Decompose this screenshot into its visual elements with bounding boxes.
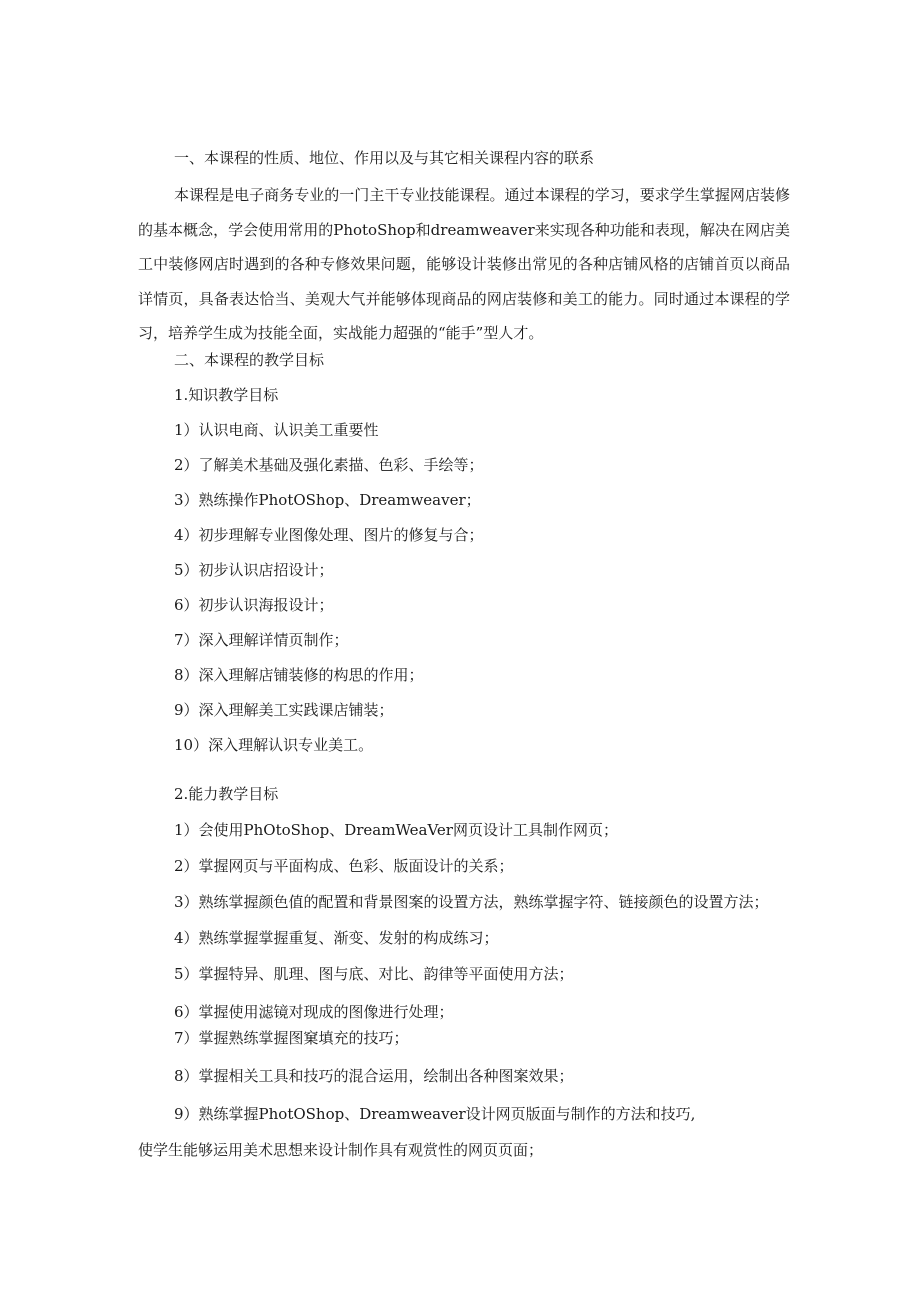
ability-goal-item: 3）熟练掌握颜色值的配置和背景图案的设置方法，熟练掌握字符、链接颜色的设置方法； [174,893,769,911]
knowledge-goal-item: 9）深入理解美工实践课店铺装； [174,701,394,719]
ability-goal-continuation: 使学生能够运用美术思想来设计制作具有观赏性的网页页面； [138,1141,544,1159]
knowledge-goal-item: 6）初步认识海报设计； [174,596,334,614]
ability-goal-item: 4）熟练掌握掌握重复、渐变、发射的构成练习； [174,929,499,947]
ability-goal-item: 5）掌握特异、肌理、图与底、对比、韵律等平面使用方法； [174,965,574,983]
knowledge-goal-item: 10）深入理解认识专业美工。 [174,736,374,754]
ability-goal-item: 7）掌握熟练掌握图窠填充的技巧； [174,1029,409,1047]
knowledge-goal-item: 3）熟练操作PhotOShop、Dreamweaver； [174,491,481,509]
ability-goal-item: 9）熟练掌握PhotOShop、Dreamweaver设计网页版面与制作的方法和技巧, [174,1105,696,1123]
subheading-ability-goals: 2.能力教学目标 [174,785,279,803]
knowledge-goal-item: 1）认识电商、认识美工重要性 [174,421,379,439]
ability-goal-item: 8）掌握相关工具和技巧的混合运用，绘制出各种图案效果； [174,1067,574,1085]
section-heading-teaching-goals: 二、本课程的教学目标 [174,351,325,369]
course-description-paragraph: 本课程是电子商务专业的一门主干专业技能课程。通过本课程的学习，要求学生掌握网店装修的基本概念，学会使用常用的PhotoShop和dreamweaver来实现各种功能和表现，解决在网店美工中装修网店时遇到的各种专修效果问题，能够设计装修出常见的各种店铺风格的店铺首页以商品详情页，具备表达恰当、美观大气并能够体现商品的网店装修和美工的能力。同时通过本课程的学习，培养学生成为技能全面，实战能力超强的“能手”型人才。 [138,186,790,342]
section-heading-course-nature: 一、本课程的性质、地位、作用以及与其它相关课程内容的联系 [174,149,595,167]
knowledge-goal-item: 2）了解美术基础及强化素描、色彩、手绘等； [174,456,484,474]
knowledge-goal-item: 4）初步理解专业图像处理、图片的修复与合； [174,526,484,544]
subheading-knowledge-goals: 1.知识教学目标 [174,386,279,404]
knowledge-goal-item: 7）深入理解详情页制作； [174,631,349,649]
ability-goal-item: 6）掌握使用滤镜对现成的图像进行处理； [174,1003,454,1021]
ability-goal-item: 1）会使用PhOtoShop、DreamWeaVer网页设计工具制作网页； [174,821,618,839]
knowledge-goal-item: 5）初步认识店招设计； [174,561,334,579]
knowledge-goal-item: 8）深入理解店铺装修的构思的作用； [174,666,424,684]
ability-goal-item: 2）掌握网页与平面构成、色彩、版面设计的关系； [174,857,514,875]
